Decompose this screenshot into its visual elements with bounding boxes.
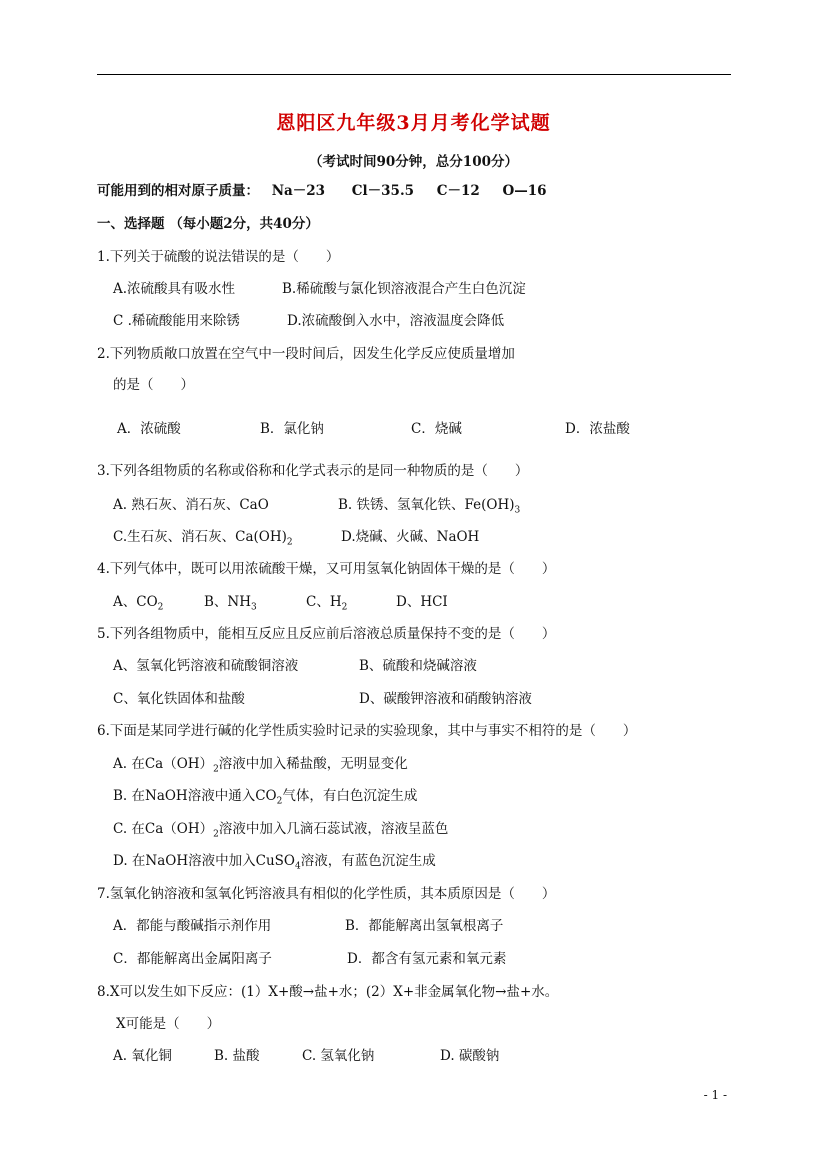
question-1-option-d: D.浓硫酸倒入水中，溶液温度会降低 (287, 313, 505, 329)
atomic-mass-line (97, 182, 547, 200)
atomic-mass-c: C－12 (436, 183, 480, 199)
subscript: 3 (251, 602, 257, 613)
question-8-stem-cont: X可能是（ ） (116, 1016, 221, 1032)
atomic-mass-na: Na－23 (271, 183, 326, 199)
question-2-option-d: D．浓盐酸 (565, 421, 630, 437)
question-7-option-c: C．都能解离出金属阳离子 (113, 951, 272, 967)
section-heading: 一、选择题 （每小题2分，共40分） (97, 216, 319, 232)
question-8-option-d: D. 碳酸钠 (440, 1048, 500, 1064)
subscript: 2 (213, 829, 219, 840)
question-7-option-b: B．都能解离出氢氧根离子 (345, 918, 504, 934)
question-6-option-d (113, 852, 436, 876)
question-7-option-d: D．都含有氢元素和氧元素 (347, 951, 507, 967)
question-6-option-b-post: 气体，有白色沉淀生成 (282, 788, 418, 804)
question-7-stem: 7.氢氧化钠溶液和氢氧化钙溶液具有相似的化学性质，其本质原因是（ ） (97, 886, 556, 902)
subscript: 2 (341, 602, 348, 613)
subscript: 2 (213, 764, 219, 775)
question-2-option-b: B．氯化钠 (260, 421, 324, 437)
question-5-option-b: B、硫酸和烧碱溶液 (359, 658, 477, 674)
question-6-option-b-pre: B. 在NaOH溶液中通入CO (113, 788, 277, 804)
question-6-stem: 6.下面是某同学进行碱的化学性质实验时记录的实验现象，其中与事实不相符的是（ ） (97, 723, 637, 739)
question-4-stem: 4.下列气体中，既可以用浓硫酸干燥，又可用氢氧化钠固体干燥的是（ ） (97, 561, 556, 577)
question-8-stem: 8.X可以发生如下反应：(1）X+酸→盐+水；(2）X+非金属氧化物→盐+水。 (97, 984, 559, 1000)
question-8-option-c: C. 氢氧化钠 (302, 1048, 375, 1064)
question-4-option-d: D、HCI (396, 594, 448, 610)
question-4-option-c-text: C、H (306, 594, 342, 610)
question-3-option-c (113, 528, 293, 552)
question-6-option-d-pre: D. 在NaOH溶液中加入CuSO (113, 853, 295, 869)
subscript: 2 (276, 796, 283, 807)
question-2-option-c: C．烧碱 (411, 421, 462, 437)
subscript: 4 (294, 861, 301, 872)
atomic-mass-o: O—16 (502, 183, 547, 199)
question-4-option-a-text: A、CO (113, 594, 158, 610)
question-6-option-d-post: 溶液，有蓝色沉淀生成 (300, 853, 436, 869)
exam-subtitle: （考试时间90分钟，总分100分） (309, 154, 518, 170)
question-5-option-a: A、氢氧化钙溶液和硫酸铜溶液 (113, 658, 299, 674)
question-3-option-d: D.烧碱、火碱、NaOH (341, 529, 480, 545)
question-6-option-c (113, 820, 448, 844)
subscript: 3 (514, 505, 521, 516)
question-6-option-c-post: 溶液中加入几滴石蕊试液，溶液呈蓝色 (218, 821, 449, 837)
question-1-option-c: C .稀硫酸能用来除锈 (113, 313, 240, 329)
subscript: 2 (157, 602, 164, 613)
question-2-stem-cont: 的是（ ） (113, 377, 194, 393)
question-6-option-b (113, 787, 417, 811)
question-3-option-c-text: C.生石灰、消石灰、Ca(OH) (113, 529, 287, 545)
question-4-option-b-text: B、NH (204, 594, 252, 610)
question-6-option-a-pre: A. 在Ca（OH） (113, 756, 214, 772)
question-1-stem: 1.下列关于硫酸的说法错误的是（ ） (97, 249, 340, 265)
question-3-option-b (338, 496, 520, 520)
header-rule (97, 74, 731, 75)
question-8-option-b: B. 盐酸 (214, 1048, 260, 1064)
question-3-stem: 3.下列各组物质的名称或俗称和化学式表示的是同一种物质的是（ ） (97, 463, 529, 479)
question-6-option-a-post: 溶液中加入稀盐酸，无明显变化 (218, 756, 408, 772)
question-6-option-c-pre: C. 在Ca（OH） (113, 821, 214, 837)
question-1-option-b: B.稀硫酸与氯化钡溶液混合产生白色沉淀 (282, 281, 526, 297)
question-2-option-a: A．浓硫酸 (117, 421, 181, 437)
question-4-option-c (306, 593, 347, 617)
question-1-option-a: A.浓硫酸具有吸水性 (113, 281, 236, 297)
question-4-option-b (204, 593, 257, 617)
subscript: 2 (286, 537, 293, 548)
question-6-option-a (113, 755, 408, 779)
question-3-option-b-text: B. 铁锈、氢氧化铁、Fe(OH) (338, 497, 515, 513)
exam-title: 恩阳区九年级3月月考化学试题 (276, 112, 551, 134)
question-5-option-c: C、氧化铁固体和盐酸 (113, 691, 245, 707)
question-8-option-a: A. 氧化铜 (113, 1048, 172, 1064)
atomic-mass-label: 可能用到的相对原子质量： (97, 183, 259, 199)
question-2-stem: 2.下列物质敞口放置在空气中一段时间后，因发生化学反应使质量增加 (97, 346, 515, 362)
question-4-option-a (113, 593, 163, 617)
question-5-option-d: D、碳酸钾溶液和硝酸钠溶液 (359, 691, 532, 707)
atomic-mass-cl: Cl－35.5 (351, 183, 415, 199)
question-7-option-a: A．都能与酸碱指示剂作用 (113, 918, 272, 934)
question-3-option-a: A. 熟石灰、消石灰、CaO (113, 497, 269, 513)
page-number: - 1 - (703, 1088, 727, 1102)
question-5-stem: 5.下列各组物质中，能相互反应且反应前后溶液总质量保持不变的是（ ） (97, 626, 556, 642)
